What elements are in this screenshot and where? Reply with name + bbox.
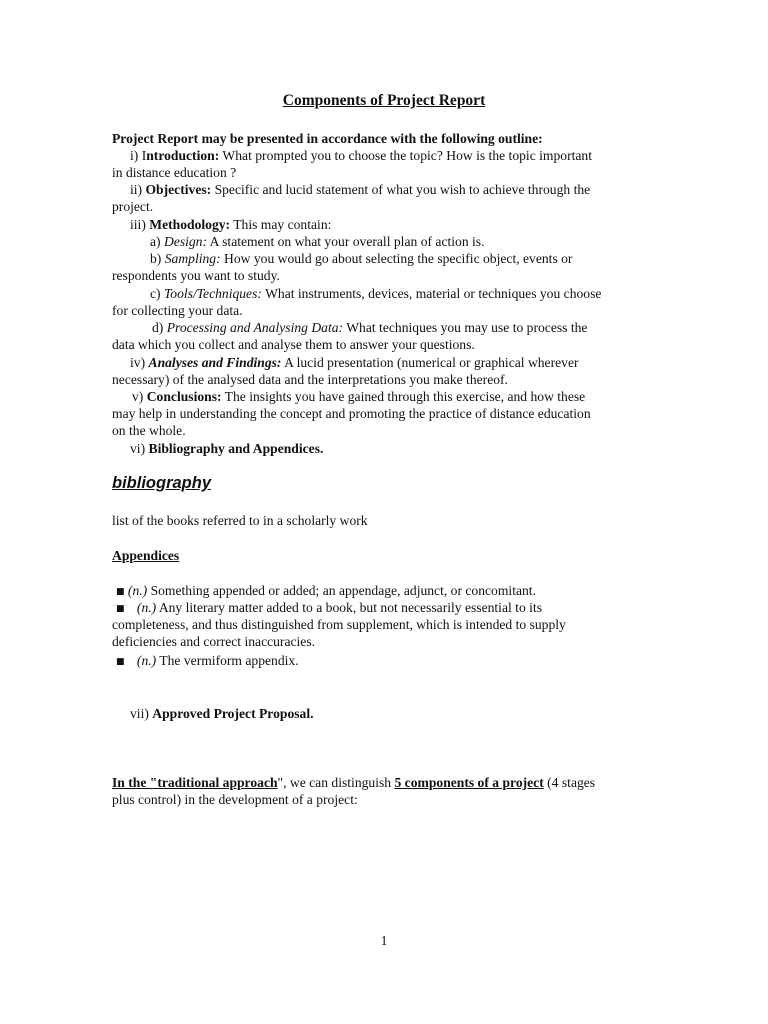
item-text: Specific and lucid statement of what you wish to achieve through the [211,182,591,197]
item-text-cont: respondents you want to study. [112,268,280,283]
item-number: c) [150,286,164,301]
outline-subitem-a [112,233,660,250]
item-text: What techniques you may use to process the [343,320,588,335]
item-label: Conclusions: [146,389,222,404]
bullet-icon: ■ [116,657,125,667]
part-of-speech: (n.) [127,583,148,598]
item-label: Methodology: [149,217,231,232]
bibliography-heading: bibliography [112,474,211,492]
part-of-speech: (n.) [136,653,157,668]
item-label: Processing and Analysing Data: [166,320,344,335]
paragraph-text: (4 stages [543,775,596,790]
item-label: ntroduction: [146,148,220,163]
item-number: i) [130,148,142,163]
item-text-cont: project. [112,199,154,214]
components-term: 5 components of a project [394,775,544,790]
item-text: How you would go about selecting the specific object, events or [220,251,573,266]
item-text: This may contain: [230,217,332,232]
definition-text-cont: completeness, and thus distinguished from supplement, which is intended to supply [112,617,566,632]
definition-text: The vermiform appendix. [156,653,299,668]
paragraph-text: ", we can distinguish [277,775,395,790]
item-number: v) [132,389,147,404]
item-number: vii) [130,706,153,721]
definition-text: Any literary matter added to a book, but not necessarily essential to its [156,600,542,615]
item-text: A lucid presentation (numerical or graphical wherever [281,355,579,370]
item-letter: I [141,148,147,163]
definition-text-cont: deficiencies and correct inaccuracies. [112,634,316,649]
outline-item-ii [112,181,660,198]
outline-item-iv [112,354,660,371]
outline-item-i [112,147,660,164]
item-text-cont: data which you collect and analyse them to answer your questions. [112,337,475,352]
item-text-cont: on the whole. [112,423,186,438]
outline-item-vi [112,440,660,457]
item-text-cont: necessary) of the analysed data and the interpretations you make thereof. [112,372,508,387]
item-number: d) [152,320,167,335]
bullet-icon: ■ [116,604,125,614]
item-label: Analyses and Findings: [148,355,282,370]
traditional-approach-term: In the "traditional approach [112,775,278,790]
outline-intro: Project Report may be presented in accordance with the following outline: [112,131,543,146]
part-of-speech: (n.) [136,600,157,615]
item-label: Sampling: [164,251,221,266]
item-number: vi) [130,441,149,456]
outline-subitem-c [112,285,660,302]
appendices-heading: Appendices [112,548,180,563]
item-label: Bibliography and Appendices. [148,441,324,456]
traditional-approach-paragraph [112,774,660,791]
outline-subitem-d [112,319,660,336]
page-number: 1 [380,933,388,948]
definition-text: Something appended or added; an appendage, adjunct, or concomitant. [147,583,536,598]
paragraph-text-cont: plus control) in the development of a project: [112,792,358,807]
item-text-cont: for collecting your data. [112,303,243,318]
item-label: Approved Project Proposal. [152,706,314,721]
page-title: Components of Project Report [282,92,486,109]
outline-subitem-b [112,250,660,267]
appendix-definition [112,652,660,671]
item-number: ii) [130,182,146,197]
bibliography-definition: list of the books referred to in a scholarly work [112,513,368,528]
item-label: Objectives: [145,182,212,197]
item-text: The insights you have gained through this exercise, and how these [221,389,586,404]
outline-item-vii [112,705,660,722]
item-number: b) [150,251,165,266]
item-text: A statement on what your overall plan of action is. [207,234,485,249]
item-number: iv) [130,355,149,370]
item-label: Design: [163,234,208,249]
item-number: a) [150,234,164,249]
bullet-icon: ■ [116,587,125,597]
outline-item-iii [112,216,660,233]
item-text-cont: in distance education ? [112,165,237,180]
item-text: What instruments, devices, material or techniques you choose [261,286,602,301]
item-number: iii) [130,217,150,232]
item-text-cont: may help in understanding the concept and promoting the practice of distance education [112,406,591,421]
outline-item-v [112,388,660,405]
item-label: Tools/Techniques: [163,286,262,301]
item-text: What prompted you to choose the topic? How is the topic important [219,148,592,163]
